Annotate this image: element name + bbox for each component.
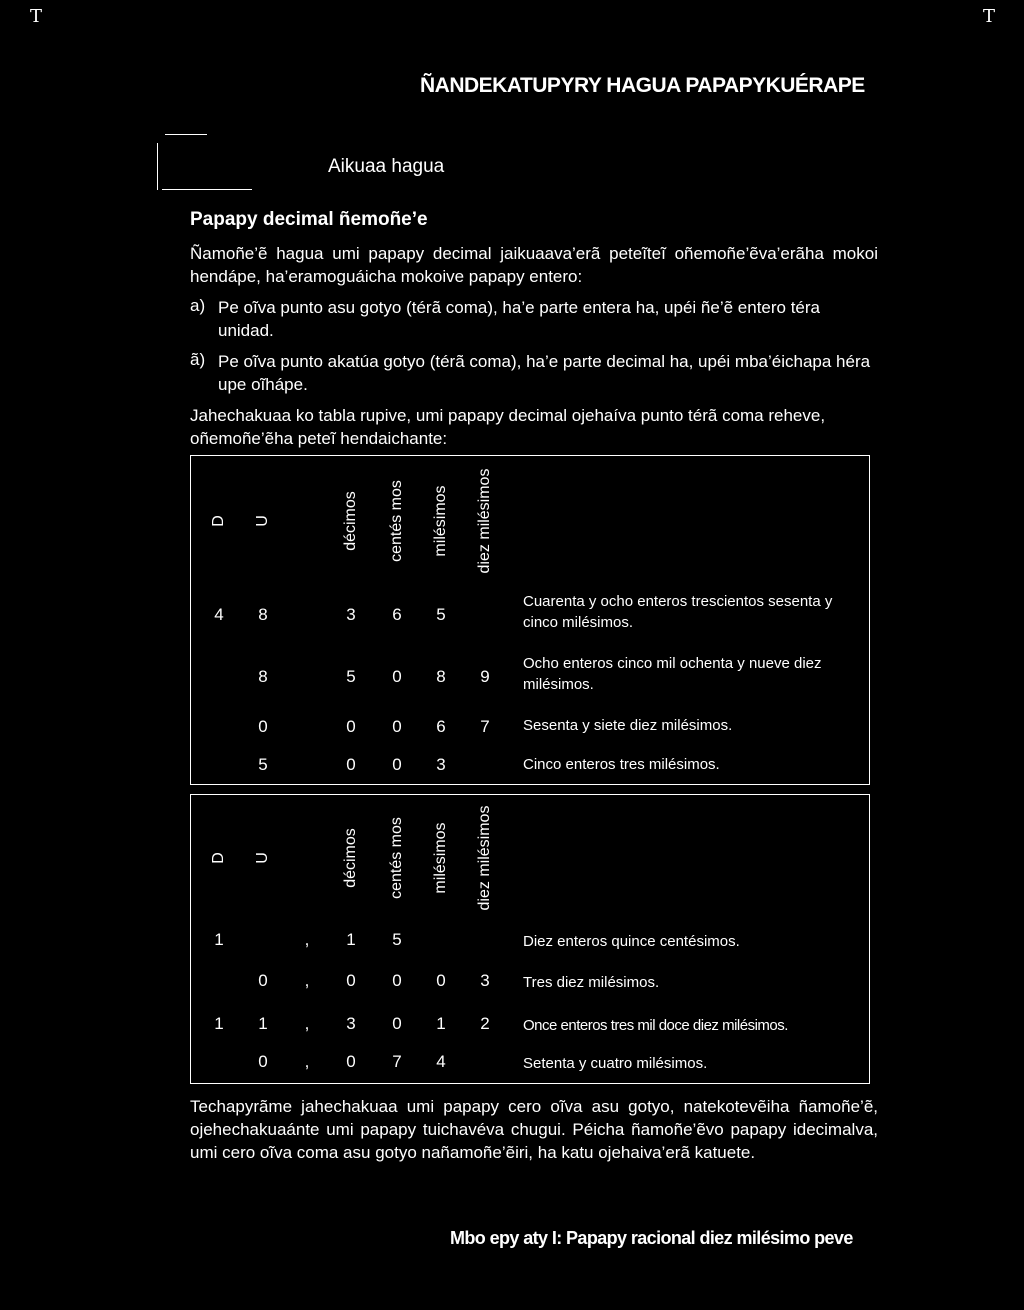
list-item-text: Pe oĩva punto asu gotyo (térã coma), ha’e parte entera ha, upéi ñe’ẽ entero téra unidad.	[218, 298, 820, 340]
header-centesimos: centés mos	[388, 480, 405, 562]
closing-paragraph: Techapyrãme jahechakuaa umi papapy cero oĩva asu gotyo, natekotevẽiha ñamoñe’ẽ, ojehechakuaánte umi papapy tuichavéva chugui. Péicha ñamoñe’ẽvo papapy idecimalva, umi cero oĩva coma asu gotyo nañamoñe’ẽiri, ha katu ojehaiva’erã katuete.	[190, 1097, 878, 1162]
row-description: Cinco enteros tres milésimos.	[523, 756, 720, 773]
list-marker: a)	[190, 296, 206, 315]
page-footer: Mbo epy aty I: Papapy racional diez milésimo peve	[450, 1228, 853, 1248]
cell-centesimos: 0	[392, 717, 402, 736]
row-description: Diez enteros quince centésimos.	[523, 933, 740, 950]
row-description: Setenta y cuatro milésimos.	[523, 1055, 708, 1072]
cell-decimos: 3	[346, 1014, 356, 1033]
cell-decimos: 0	[346, 971, 356, 990]
cell-centesimos: 0	[392, 971, 402, 990]
cell-u: 8	[258, 605, 268, 624]
row-description: Cuarenta y ocho enteros trescientos sesenta y cinco milésimos.	[523, 593, 833, 631]
section-label: Aikuaa hagua	[328, 156, 445, 177]
cell-milesimos: 5	[436, 605, 446, 624]
header-decimos: décimos	[342, 828, 359, 888]
cell-decimos: 0	[346, 717, 356, 736]
cell-diez-milesimos: 9	[480, 667, 490, 686]
header-milesimos: milésimos	[432, 822, 449, 894]
cell-u: 5	[258, 755, 268, 774]
header-decenas: D	[210, 852, 227, 864]
cell-diez-milesimos: 2	[480, 1014, 490, 1033]
cell-decimos: 3	[346, 605, 356, 624]
cell-u: 0	[258, 1052, 268, 1071]
cell-centesimos: 6	[392, 605, 402, 624]
cell-milesimos: 0	[436, 971, 446, 990]
decimal-table-1	[190, 455, 870, 785]
intro-paragraph: Ñamoñe’ẽ hagua umi papapy decimal jaikuaava’erã peteĩteĩ oñemoñe’ẽva’erãha mokoi hendápe, ha’eramoguáicha mokoive papapy entero:	[190, 244, 878, 286]
cell-centesimos: 0	[392, 755, 402, 774]
section-bracket-bottom	[162, 189, 252, 190]
cell-u: 1	[258, 1014, 268, 1033]
list-item-text: Pe oĩva punto akatúa gotyo (térã coma), ha’e parte decimal ha, upéi mba’éichapa héra upe oĩhápe.	[218, 352, 871, 394]
corner-mark-left: T	[30, 6, 43, 27]
header-diez-milesimos: diez milésimos	[476, 468, 493, 574]
cell-decimos: 1	[346, 930, 356, 949]
header-decimos: décimos	[342, 491, 359, 551]
table-intro-paragraph: Jahechakuaa ko tabla rupive, umi papapy decimal ojehaíva punto térã coma reheve, oñemoñe’ẽha peteĩ hendaichante:	[190, 406, 826, 448]
cell-diez-milesimos: 7	[480, 717, 490, 736]
header-unidades: U	[254, 515, 271, 527]
cell-centesimos: 7	[392, 1052, 402, 1071]
cell-milesimos: 4	[436, 1052, 446, 1071]
cell-centesimos: 0	[392, 667, 402, 686]
cell-milesimos: 3	[436, 755, 446, 774]
cell-u: 8	[258, 667, 268, 686]
row-description: Tres diez milésimos.	[523, 974, 660, 991]
cell-u: 0	[258, 971, 268, 990]
cell-d: 4	[214, 605, 224, 624]
cell-decimos: 0	[346, 755, 356, 774]
cell-d: 1	[214, 1014, 224, 1033]
page-header-title: ÑANDEKATUPYRY HAGUA PAPAPYKUÉRAPE	[420, 74, 865, 97]
cell-milesimos: 8	[436, 667, 446, 686]
decimal-table-2	[190, 794, 870, 1084]
corner-mark-right: T	[983, 6, 996, 27]
cell-u: 0	[258, 717, 268, 736]
header-centesimos: centés mos	[388, 817, 405, 899]
cell-separator: ,	[304, 971, 310, 990]
cell-centesimos: 5	[392, 930, 402, 949]
cell-separator: ,	[304, 1014, 310, 1033]
cell-milesimos: 1	[436, 1014, 446, 1033]
cell-decimos: 0	[346, 1052, 356, 1071]
row-description: Once enteros tres mil doce diez milésimos.	[523, 1017, 788, 1034]
row-description: Ocho enteros cinco mil ochenta y nueve diez milésimos.	[523, 655, 822, 693]
header-decenas: D	[210, 515, 227, 527]
subtitle: Papapy decimal ñemoñe’e	[190, 209, 428, 230]
list-marker: ã)	[190, 350, 206, 369]
header-unidades: U	[254, 852, 271, 864]
cell-separator: ,	[304, 930, 310, 949]
cell-separator: ,	[304, 1052, 310, 1071]
cell-d: 1	[214, 930, 224, 949]
section-bracket-left	[157, 143, 158, 190]
row-description: Sesenta y siete diez milésimos.	[523, 717, 733, 734]
cell-milesimos: 6	[436, 717, 446, 736]
section-bracket-top	[165, 134, 207, 135]
header-diez-milesimos: diez milésimos	[476, 805, 493, 911]
header-milesimos: milésimos	[432, 485, 449, 557]
cell-diez-milesimos: 3	[480, 971, 490, 990]
cell-centesimos: 0	[392, 1014, 402, 1033]
cell-decimos: 5	[346, 667, 356, 686]
